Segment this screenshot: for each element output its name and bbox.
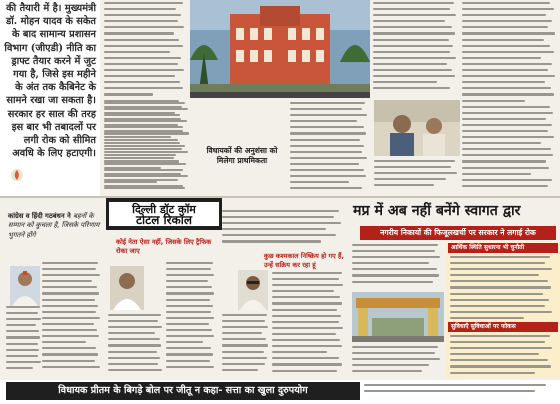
main-headline: मप्र में अब नहीं बनेंगे स्वागत द्वार [353, 203, 521, 219]
column-title [108, 201, 220, 227]
banner-headline: विधायक प्रीतम के बिगड़े बोल पर जीतू न कहा- सत्ता का खुला दुरुपयोग [6, 382, 360, 400]
person-portrait-photo [110, 266, 144, 310]
headline-line-1: कांग्रेस व हिंदी गठबंधन ने [8, 212, 71, 220]
article-body-text [374, 160, 460, 194]
column-title-line-1: दिल्ली डॉट कॉम [132, 203, 196, 216]
article-body-text [272, 272, 346, 378]
person-portrait-photo [238, 270, 268, 310]
article-headline [8, 212, 104, 240]
article-body-text [352, 244, 444, 290]
newspaper-logo-icon [10, 168, 24, 182]
article-body-text [352, 346, 444, 378]
article-body-text [373, 2, 459, 98]
article-body-text [462, 2, 558, 192]
column-subhead: कोई नेता ऐसा नहीं, जिसके लिए ट्रैफिक रोका जाए [116, 238, 212, 255]
article-body-text [364, 384, 554, 398]
news-photo [374, 100, 460, 156]
article-body-text [42, 262, 102, 376]
pull-quote: कुछ कश्मकाल निष्क्रिय हो गए हैं, उन्हें सक्रिय कर रहा हूं [264, 252, 344, 269]
column-title-line-2: टोटल रिकॉल [136, 213, 192, 227]
government-building-photo [190, 0, 370, 98]
article-body-text [222, 210, 346, 250]
sidebar-body-text [450, 335, 556, 377]
article-body-text [108, 314, 164, 378]
headline-strap: नगरीय निकायों की फिजूलखर्ची पर सरकार ने लगाई रोक [360, 226, 556, 240]
headline-line-2: बहनों के सम्मान को कुचला है, जिसके परिणाम भुगतने होंगे [8, 212, 100, 239]
article-body-text [222, 314, 270, 378]
sidebar-heading: आर्थिक स्थिति सुधारना भी चुनौती [448, 243, 558, 253]
lead-story-column [0, 0, 100, 196]
sidebar-heading: सुविधाएँ सुविधाओं पर फोकस [448, 322, 558, 332]
article-body-text [104, 102, 192, 194]
article-body-text [166, 262, 216, 378]
article-body-text [290, 102, 370, 194]
sidebar-body-text [450, 256, 556, 320]
pull-quote: विधायकों की अनुशंसा को मिलेगा प्राथमिकता [206, 146, 278, 166]
lead-story-text: की तैयारी में है। मुख्यमंत्री डॉ. मोहन यादव के सकेत के बाद सामान्य प्रशासन विभाग (जीएडी) नीति का ड्राफ्ट तैयार करने में जुट गया है, जिसे इस महीने के अंत तक कैबिनेट के सामने रखा जा सकता है। सरकार हर साल की तरह इस बार भी तबादलों पर लगी रोक को सीमित अवधि के लिए हटाएगी। [4, 3, 96, 160]
welcome-gate-photo [352, 292, 444, 342]
politician-portrait-photo [10, 266, 40, 306]
article-body-text [6, 306, 42, 376]
